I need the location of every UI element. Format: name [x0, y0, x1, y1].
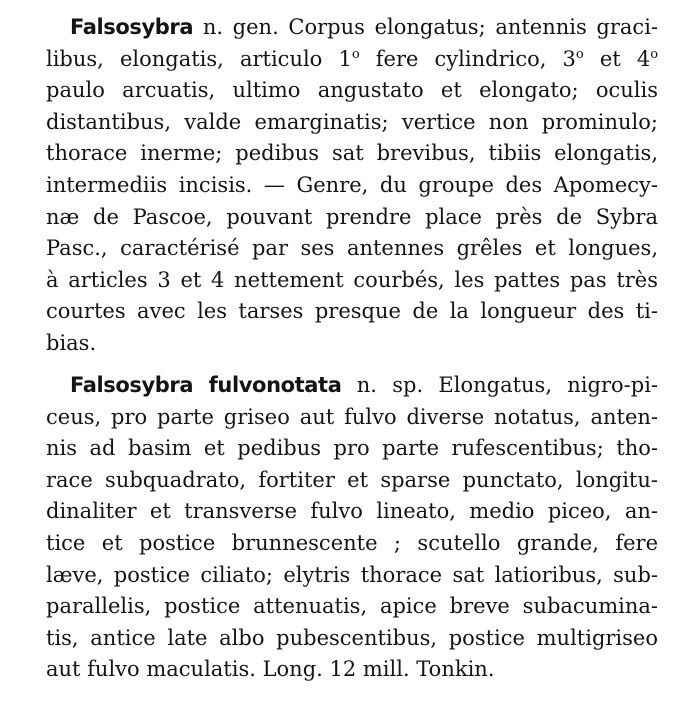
text-line: tice et postice brunnescente ; scutello grande, fere — [46, 530, 658, 555]
text-segment: et 4 — [583, 46, 651, 71]
text-line: Pasc., caractérisé par ses antennes grêles et longues, — [46, 236, 658, 261]
text-line: parallelis, postice attenuatis, apice breve subacumina- — [46, 594, 658, 619]
text-line: intermediis incisis. — Genre, du groupe des Apomecy- — [46, 172, 658, 197]
species-description-paragraph — [46, 370, 658, 686]
text-line: distantibus, valde emarginatis; vertice non prominulo; — [46, 109, 658, 134]
text-line — [46, 370, 658, 402]
text-segment: n. sp. Elongatus, nigro-pi- — [341, 373, 659, 397]
text-line: race subquadrato, fortiter et sparse punctato, longitu- — [46, 467, 658, 492]
text-segment: n. gen. Corpus elongatus; antennis graci- — [193, 15, 658, 39]
text-line — [46, 44, 658, 76]
genus-name: Falsosybra — [70, 15, 194, 39]
text-line: dinaliter et transverse fulvo lineato, medio piceo, an- — [46, 499, 658, 524]
text-line: nis ad basim et pedibus pro parte rufescentibus; tho- — [46, 436, 658, 461]
degree-mark: o — [575, 46, 584, 62]
text-line — [46, 12, 658, 44]
text-line: aut fulvo maculatis. Long. 12 mill. Tonkin. — [46, 657, 495, 682]
text-line: à articles 3 et 4 nettement courbés, les pattes pas très — [46, 267, 658, 292]
species-name: Falsosybra fulvonotata — [70, 373, 342, 397]
genus-description-paragraph — [46, 12, 658, 360]
text-line: paulo arcuatis, ultimo angustato et elongato; oculis — [46, 78, 658, 103]
text-line: courtes avec les tarses presque de la longueur des ti- — [46, 299, 658, 324]
text-line: thorace inerme; pedibus sat brevibus, tibiis elongatis, — [46, 141, 658, 166]
text-line: bias. — [46, 330, 97, 355]
text-line: tis, antice late albo pubescentibus, postice multigriseo — [46, 625, 658, 650]
text-line: næ de Pascoe, pouvant prendre place près de Sybra — [46, 204, 658, 229]
degree-mark: o — [351, 46, 360, 62]
text-segment: fere cylindrico, 3 — [359, 46, 576, 71]
text-segment: libus, elongatis, articulo 1 — [46, 46, 352, 71]
text-line: ceus, pro parte griseo aut fulvo diverse notatus, anten- — [46, 404, 658, 429]
text-line: læve, postice ciliato; elytris thorace sat latioribus, sub- — [46, 562, 658, 587]
degree-mark: o — [650, 46, 659, 62]
